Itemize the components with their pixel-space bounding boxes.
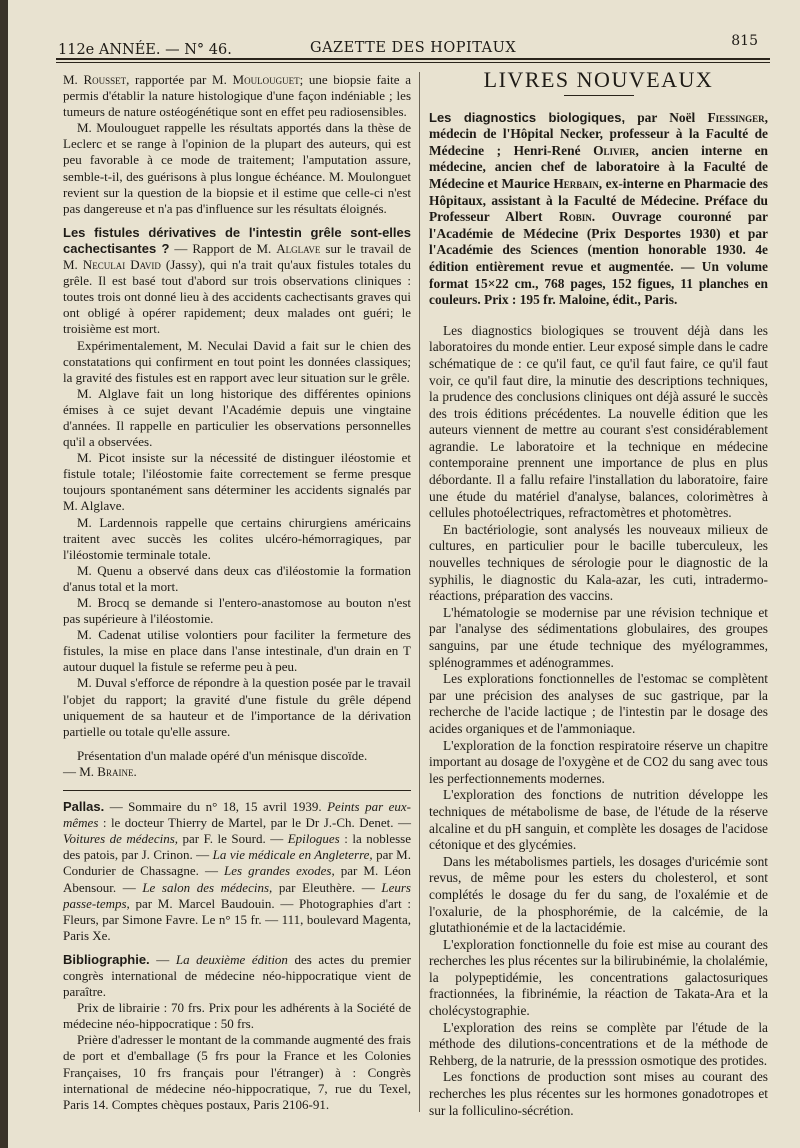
left-column [63, 72, 411, 1113]
paragraph: L'exploration fonctionnelle du foie est mise au courant des recherches les plus récentes sur la bilirubinémie, la cholalémie, la polypeptidémie, les concentrations galactosuriques fractionnées, la fibrinémie, la réaction de Takata-Ara et la cholécystographie. [429, 936, 768, 1019]
newspaper-page [8, 0, 800, 1148]
section-title: LIVRES NOUVEAUX [483, 67, 714, 92]
page-number: 815 [731, 33, 758, 49]
paragraph: M. Alglave fait un long historique des différentes opinions émises à ce sujet devant l'Académie depuis une vingtaine d'années. Il rappelle en particulier les observations personnelles qu'il a observées. [63, 385, 411, 450]
paragraph: Prix de librairie : 70 frs. Prix pour les adhérents à la Société de médecine néo-hippocratique : 50 frs. [63, 1000, 411, 1032]
paragraph: Présentation d'un malade opéré d'un ménisque discoïde. [77, 747, 368, 763]
section-rule [63, 790, 411, 791]
paragraph: L'hématologie se modernise par une révision technique et par l'analyse des sédimentations globulaires, des groupes sanguins, par une étude technique des myélogrammes, splénogrammes et adénogrammes. [429, 604, 768, 670]
paragraph: Les diagnostics biologiques se trouvent déjà dans les laboratoires du monde entier. Leur exposé simple dans le cadre schématique de : ce qu'il faut, ce qu'il faut faire, ce qu'il faut voir, ce qu'il faut dire, la minutie des descriptions techniques, la prudence des conclusions cliniques ont déjà assuré le succès des trois éditions précédentes. La nouvelle édition que les auteurs viennent de mettre au courant s'est considérablement agrandie. Le laboratoire et la technique en médecine contemporaine prennent une importance de plus en plus débordante. Il a fallu refaire l'installation du laboratoire, faire une étude du matériel d'analyse, balances, colorimètres à cellules photoélectriques, refractomètres et photomètres. [429, 322, 768, 521]
paragraph: M. Lardennois rappelle que certains chirurgiens américains traitent avec succès les colites ulcéro-hémorragiques, par l'iléostomie terminale totale. [63, 514, 411, 562]
header-rule [56, 58, 770, 60]
column-divider [419, 72, 420, 1112]
title-rule [564, 95, 634, 96]
paragraph: M. Brocq se demande si l'entero-anastomose au bouton n'est pas supérieure à l'iléostomie. [63, 595, 411, 627]
section-fistules: Les fistules dérivatives de l'intestin grêle sont-elles cachectisantes ? — Rapport de M. Alglave sur le travail de M. Neculai David (Jassy), qui n'a trait qu'aux fistules totales du grêle. Il est basé tout d'abord sur trois observations cliniques : toutes trois ont donné lieu à des accidents cachectisants graves qui ont obligé à opérer rapidement; deux malades ont guéri; le troisième est mort. [63, 224, 411, 337]
paragraph: Les explorations fonctionnelles de l'estomac se complètent par une précision des analyses de suc gastrique, par la recherche de l'acide lactique ; de l'intestin par le dosage des acides organiques et de l'ammoniaque. [429, 671, 768, 736]
book-title: Les diagnostics biologiques, [429, 109, 626, 125]
paragraph: Dans les métabolismes partiels, les dosages d'uricémie sont revus, de même pour les esters du cholesterol, et sont complétés le dosage du fer du sang, de l'oxalémie et de l'oxalurie, de la phosphorémie, de la calcémie, de la glutathionémie et de la lactacidémie. [429, 853, 768, 936]
paragraph: En bactériologie, sont analysés les nouveaux milieux de cultures, en particulier pour le bacille tuberculeux, les nouvelles techniques de sérologie pour le diagnostic de la syphilis, le diagnostic du Kala-azar, les cuti, intradermo-réactions, préparation des vaccins. [429, 521, 768, 604]
section-pallas: Pallas. — Sommaire du n° 18, 15 avril 1939. Peints par eux-mêmes : le docteur Thierry de Martel, par le Dr J.-Ch. Denet. — Voitures de médecins, par F. le Sourd. — Epilogues : la noblesse des patois, par J. Crinon. — La vie médicale en Angleterre, par M. Condurier de Chassagne. — Les grandes exodes, par M. Léon Abensour. — Le salon des médecins, par Eleuthère. — Leurs passe-temps, par M. Marcel Baudouin. — Photographies d'art : Fleurs, par Simone Favre. Le n° 15 fr. — 111, boulevard Magenta, Paris Xe. [63, 799, 411, 943]
paragraph: Les fonctions de production sont mises au courant des recherches les plus récentes sur les hormones gonadotropes et sur la folliculino-sécrétion. [429, 1069, 768, 1118]
paragraph: M. Picot insiste sur la nécessité de distinguer iléostomie et fistule totale; l'iléostomie faite correctement se ferme presque toujours spontanément sans déterminer les accidents signalés par M. Alglave. [63, 450, 411, 514]
journal-title: GAZETTE DES HOPITAUX [310, 40, 517, 56]
paragraph: Prière d'adresser le montant de la commande augmenté des frais de port et d'emballage (5 frs pour la France et les Colonies Françaises, 10 frs français pour l'étranger) à : Congrès international de médecine néo-hippocratique, 7, rue du Texel, Paris 14. Comptes chèques postaux, Paris 2106-91. [63, 1032, 411, 1112]
paragraph: M. Cadenat utilise volontiers pour faciliter la fermeture des fistules, la mise en place dans l'anse intestinale, d'un drain en T autour duquel la fistule se referme peu à peu. [63, 627, 411, 675]
paragraph: M. Rousset, rapportée par M. Moulouguet; une biopsie faite a permis d'établir la nature histologique d'une façon indéniable ; les tumeurs de nature ostéogénétique sont en effet peu radiosensibles. [63, 72, 411, 120]
issue-number: 112e ANNÉE. — N° 46. [58, 42, 232, 58]
section-bibliographie: Bibliographie. — La deuxième édition des actes du premier congrès international de médecine néo-hippocratique vient de paraître. [63, 951, 412, 1000]
paragraph: L'exploration de la fonction respiratoire réserve un chapitre important au dosage de l'oxygène et de CO2 du sang avec tous les perfectionnements modernes. [429, 737, 768, 786]
section-heading: Bibliographie. [63, 951, 150, 967]
header-rule-thin [56, 62, 770, 63]
signature: — M. Braine. [63, 763, 137, 779]
paragraph: Expérimentalement, M. Neculai David a fait sur le chien des constatations qui confirment en tout point les données classiques; la gravité des fistules est en rapport avec leur situation sur le grêle. [63, 337, 411, 385]
page-header [58, 30, 772, 60]
paragraph: L'exploration des fonctions de nutrition développe les techniques de métabolisme de base, de l'étude de la réserve alcaline et du pH sanguin, et complète les dosages de l'acidose cétonique et des glycémies. [429, 787, 768, 853]
paragraph: M. Duval s'efforce de répondre à la question posée par le travail l'objet du rapport; la gravité d'une fistule du grêle dépend uniquement de sa hauteur et de l'importance de la dérivation partielle ou totale qu'elle assure. [63, 675, 411, 739]
paragraph: L'exploration des reins se complète par l'étude de la méthode des dilutions-concentrations et de la méthode de Rehberg, de la natrurie, de la presssion osmotique des protides. [429, 1019, 768, 1068]
section-heading: Pallas. [63, 799, 105, 815]
right-column [429, 67, 768, 1119]
paragraph: M. Moulouguet rappelle les résultats apportés dans la thèse de Leclerc et se range à l'opinion de la plupart des auteurs, qui est peu favorable à ce mode de traitement; l'amputation assure, semble-t-il, des guérisons à plus longue échéance. M. Moulonguet revient sur la question de la biopsie et il estime que celle-ci n'est pas dangereuse et n'a pas d'influence sur les résultats éloignés. [63, 120, 411, 216]
paragraph: M. Quenu a observé dans deux cas d'iléostomie la formation d'anus total et la mort. [63, 562, 411, 594]
book-entry: Les diagnostics biologiques, par Noël Fiessinger, médecin de l'Hôpital Necker, professeur à la Faculté de Médecine ; Henri-René Olivier, ancien interne en médecine, ancien chef de laboratoire à la Faculté de Médecine et Maurice Herbain, ex-interne en Pharmacie des Hôpitaux, assistant à la Faculté de Médecine. Préface du Professeur Albert Robin. Ouvrage couronné par l'Académie de Médecine (Prix Desportes 1930) et par l'Académie des Sciences (mention honorable 1930. 4e édition entièrement revue et augmentée. — Un volume format 15×22 cm., 768 pages, 152 figues, 11 planches en couleurs. Prix : 195 fr. Maloine, édit., Paris. [429, 109, 768, 308]
section-heading: Les fistules dérivatives de l'intestin grêle sont-elles cachectisantes ? [63, 224, 411, 256]
